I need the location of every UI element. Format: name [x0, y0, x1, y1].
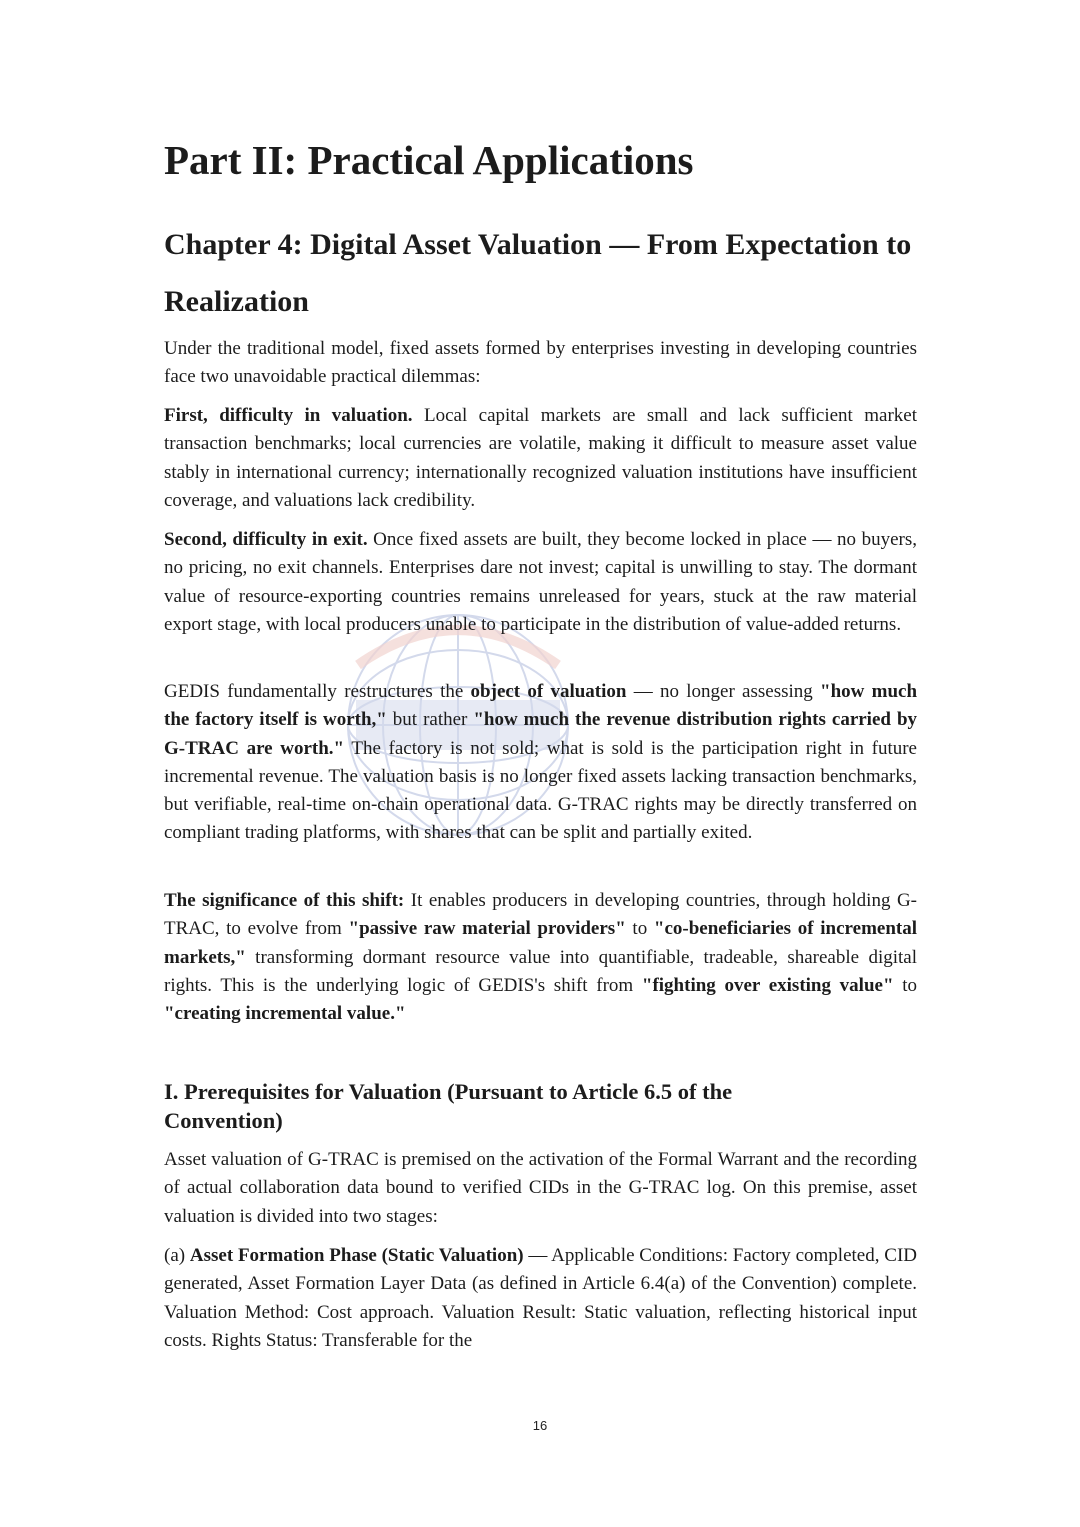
- gedis-text-1: GEDIS fundamentally restructures the: [164, 681, 471, 702]
- significance-bold-4: "creating incremental value.": [164, 1003, 406, 1025]
- significance-text-3: transforming dormant resource value into quantifiable, tradeable, shareable digital rights. This is the underlying logic of GEDIS's shift from: [164, 946, 917, 996]
- part-title: Part II: Practical Applications: [164, 137, 694, 183]
- gedis-bold-3: "how much the revenue distribution rights carried by G-TRAC are worth.": [164, 709, 918, 759]
- second-dilemma-paragraph: [164, 526, 917, 639]
- significance-text-4: to: [893, 974, 917, 996]
- second-dilemma-lead: Second, difficulty in exit.: [164, 529, 368, 550]
- intro-paragraph: Under the traditional model, fixed assets formed by enterprises investing in developing countries face two unavoidable practical dilemmas:: [164, 338, 917, 388]
- page-number: 16: [532, 1418, 548, 1433]
- significance-bold-1: "passive raw material providers": [348, 918, 626, 940]
- significance-bold-2: "co-beneficiaries of incremental markets,": [164, 918, 918, 968]
- section-heading: I. Prerequisites for Valuation (Pursuant to Article 6.5 of the Convention): [164, 1079, 733, 1133]
- significance-bold-3: "fighting over existing value": [641, 974, 894, 996]
- premise-paragraph: Asset valuation of G-TRAC is premised on the activation of the Formal Warrant and the recording of actual collaboration data bound to verified CIDs in the G-TRAC log. On this premise, asset valuation is divided into two stages:: [164, 1149, 917, 1227]
- significance-text-2: to: [625, 918, 654, 940]
- phase-a-lead: Asset Formation Phase (Static Valuation): [189, 1245, 524, 1266]
- first-dilemma-text: Local capital markets are small and lack sufficient market transaction benchmarks; local currencies are volatile, making it difficult to measure asset value stably in international currency; internationally recognized valuation institutions have insufficient coverage, and valuations lack credibility.: [164, 405, 917, 511]
- gedis-paragraph: [164, 678, 917, 848]
- gedis-text-2: — no longer assessing: [626, 681, 821, 702]
- significance-lead: The significance of this shift:: [164, 890, 405, 911]
- phase-a-text: — Applicable Conditions: Factory completed, CID generated, Asset Formation Layer Data (as defined in Article 6.4(a) of the Convention) complete. Valuation Method: Cost approach. Valuation Result: Static valuation, reflecting historical input costs. Rights Status: Transferable for the: [164, 1245, 917, 1351]
- second-dilemma-text: Once fixed assets are built, they become locked in place — no buyers, no pricing, no exit channels. Enterprises dare not invest; capital is unwilling to stay. The dormant value of resource-exporting countries remains unreleased for years, stuck at the raw material export stage, with local producers unable to participate in the distribution of value-added returns.: [164, 529, 917, 635]
- first-dilemma-lead: First, difficulty in valuation.: [164, 405, 413, 426]
- chapter-title: Chapter 4: Digital Asset Valuation — From Expectation to Realization: [164, 228, 912, 318]
- gedis-bold-2: "how much the factory itself is worth,": [164, 681, 918, 731]
- gedis-text-4: The factory is not sold; what is sold is the participation right in future incremental revenue. The valuation basis is no longer fixed assets lacking transaction benchmarks, but verifiable, real-time on-chain operational data. G-TRAC rights may be directly transferred on compliant trading platforms, with shares that can be split and partially exited.: [164, 737, 917, 844]
- gedis-bold-1: object of valuation: [470, 681, 627, 702]
- phase-a-marker: (a): [164, 1245, 190, 1266]
- significance-paragraph: [164, 887, 917, 1028]
- significance-text-1: It enables producers in developing countries, through holding G-TRAC, to evolve from: [164, 890, 917, 940]
- gedis-text-3: but rather: [386, 709, 474, 731]
- first-dilemma-paragraph: [164, 402, 917, 515]
- phase-a-paragraph: [164, 1242, 917, 1355]
